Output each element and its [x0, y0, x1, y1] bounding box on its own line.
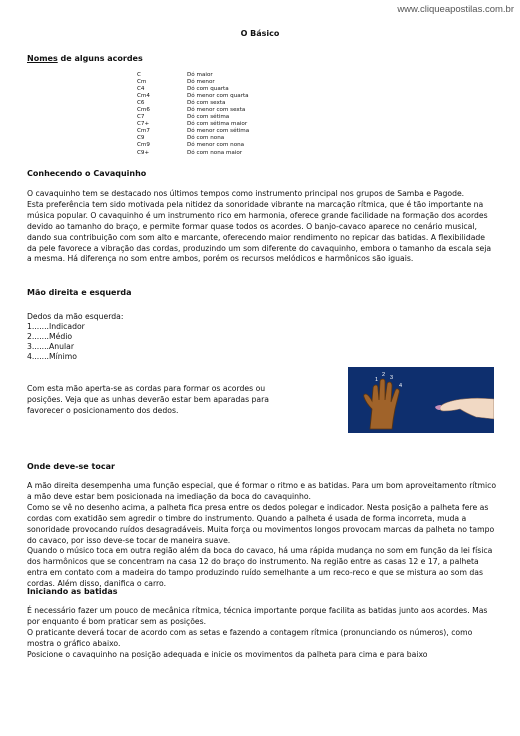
chord-row: [137, 142, 249, 149]
section-heading-where-to-play: Onde deve-se tocar: [27, 462, 115, 471]
finger-number-label: 3: [390, 375, 394, 381]
chord-list: [137, 72, 249, 157]
paragraph: Como se vê no desenho acima, a palheta fica presa entre os dedos polegar e indicador. Nesta posição a palheta fere as cordas com exatidão sem agredir o timbre do instrumento. Quando a palheta é usada de forma incorreta, muda a sonoridade provocando ruídos desagradáveis. Muita força ou movimentos longos provocam marcas da palheta no tampo do cavaco, por isso deve-se tocar de maneira suave.: [27, 502, 495, 545]
strokes-text: [27, 606, 497, 661]
chord-symbol: C4: [137, 86, 145, 93]
finger-number-label: 2: [382, 372, 386, 378]
chord-symbol: C9+: [137, 149, 150, 156]
chord-symbol: Cm: [137, 79, 147, 86]
cavaquinho-text: [27, 189, 497, 265]
paragraph: Quando o músico toca em outra região além da boca do cavaco, há uma rápida mudança no som em função da lei física dos harmônicos que se concentram na casa 12 do braço do instrumento. Na região entre as casas 12 e 17, a palheta entra em contato com a madeira do tampo produzindo ruído semelhante a um reco-reco e que se mistura ao som das cordas. Além disso, danifica o carro.: [27, 546, 493, 589]
left-hand-text: [27, 384, 272, 417]
finger-number-label: 4: [399, 383, 403, 389]
chord-name: Dó com sétima: [187, 114, 230, 121]
chord-symbol: C: [137, 72, 141, 78]
chord-name: Dó com quarta: [187, 86, 229, 93]
finger-item: 1.......Indicador: [27, 321, 85, 331]
finger-item: 2.......Médio: [27, 331, 73, 341]
chord-symbol: C6: [137, 100, 145, 107]
section-heading-cavaquinho: Conhecendo o Cavaquinho: [27, 169, 147, 178]
section-heading-hands: Mão direita e esquerda: [27, 288, 132, 297]
finger-item: 3.......Anular: [27, 341, 75, 351]
heading-rest: de alguns acordes: [57, 54, 143, 63]
paragraph: O praticante deverá tocar de acordo com as setas e fazendo a contagem rítmica (pronunciando os números), como mostra o gráfico abaixo.: [27, 627, 473, 648]
chord-name: Dó maior: [187, 72, 213, 78]
chord-row: [137, 72, 249, 79]
page-title: O Básico: [240, 29, 280, 38]
finger-number-label: 1: [375, 377, 379, 383]
chord-symbol: Cm9: [137, 142, 150, 149]
section-heading-chord-names: [27, 54, 143, 63]
paragraph: A mão direita desempenha uma função especial, que é formar o ritmo e as batidas. Para um bom aproveitamento rítmico a mão deve estar bem posicionada na imediação da boca do cavaquinho.: [27, 481, 497, 501]
chord-name: Dó menor com sexta: [187, 107, 246, 114]
section-heading-strokes: Iniciando as batidas: [27, 587, 118, 596]
site-watermark: www.cliqueapostilas.com.br: [397, 4, 514, 15]
chord-name: Dó menor: [187, 79, 215, 86]
chord-symbol: C9: [137, 135, 145, 142]
finger-list: [27, 312, 123, 362]
finger-item: 4.......Mínimo: [27, 351, 77, 361]
chord-row: [137, 150, 249, 157]
paragraph: O cavaquinho tem se destacado nos últimos tempos como instrumento principal nos grupos de Samba e Pagode.: [27, 189, 465, 198]
chord-name: Dó com nona maior: [187, 149, 243, 156]
paragraph: É necessário fazer um pouco de mecânica rítmica, técnica importante porque facilita as batidas junto aos acordes. Mas por enquanto é bom praticar sem as posições.: [27, 606, 488, 626]
chord-name: Dó com sexta: [187, 100, 226, 107]
chord-symbol: Cm6: [137, 107, 150, 114]
chord-name: Dó com sétima maior: [187, 121, 248, 128]
paragraph: Com esta mão aperta-se as cordas para formar os acordes ou posições. Veja que as unhas deverão estar bem aparadas para favorecer o posicionamento dos dedos.: [27, 384, 270, 415]
chord-name: Dó menor com nona: [187, 142, 245, 149]
paragraph: Esta preferência tem sido motivada pela nitidez da sonoridade vibrante na marcação rítmica, que é tão importante na música popular. O cavaquinho é um instrumento rico em harmonia, oferece grande facilidade na formação dos acordes devido ao tamanho do braço, e permite formar quase todos os acordes. O banjo-cavaco aparece no cenário musical, dando sua contribuição com som alto e marcante, oferecendo maior rendimento no repicar das batidas. A flexibilidade da pele favorece a vibração das cordas, produzindo um som diferente do cavaquinho, embora o tamanho da escala seja a mesma. Há diferença no som entre ambos, porém os recursos melódicos e harmônicos são iguais.: [27, 199, 492, 264]
chord-symbol: Cm4: [137, 93, 150, 100]
heading-underlined-word: Nomes: [27, 54, 58, 63]
finger-list-intro: Dedos da mão esquerda:: [27, 312, 124, 321]
chord-name: Dó menor com sétima: [187, 128, 250, 135]
chord-name: Dó com nona: [187, 135, 225, 142]
chord-symbol: C7+: [137, 121, 150, 128]
chord-name: Dó menor com quarta: [187, 93, 249, 100]
hands-illustration: [348, 367, 494, 433]
chord-symbol: C7: [137, 114, 145, 121]
paragraph: Posicione o cavaquinho na posição adequada e inicie os movimentos da palheta para cima e para baixo: [27, 649, 428, 659]
where-to-play-text: [27, 481, 497, 590]
chord-symbol: Cm7: [137, 128, 150, 135]
